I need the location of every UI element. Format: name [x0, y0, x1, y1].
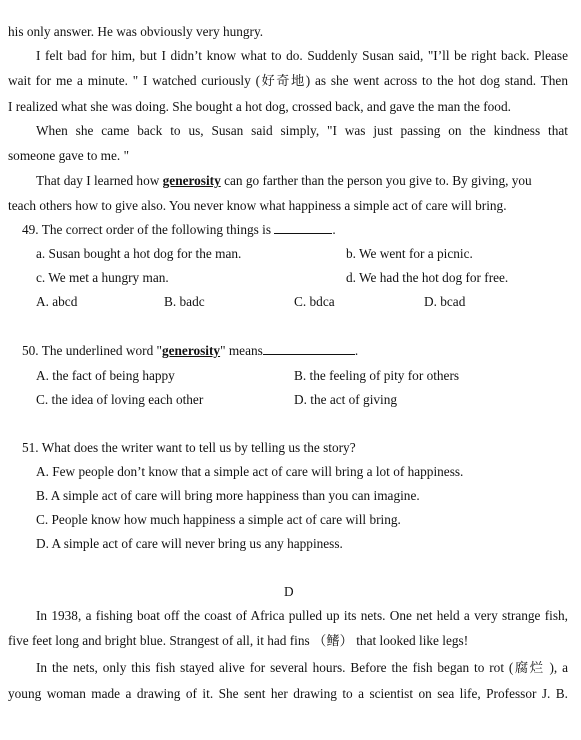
text-before: That day I learned how: [36, 173, 163, 188]
question-49-stem: [22, 222, 336, 238]
passage-line: his only answer. He was obviously very hungry.: [8, 24, 264, 39]
passage-line: teach others how to give also. You never know what happiness a simple act of care will bring.: [8, 198, 507, 213]
option-c: C. People know how much happiness a simple act of care will bring.: [36, 512, 401, 527]
option-b: B. the feeling of pity for others: [294, 368, 460, 383]
option-d: D. A simple act of care will never bring us any happiness.: [36, 536, 343, 551]
question-text-after: " means: [220, 343, 263, 358]
underlined-word: generosity: [161, 343, 221, 358]
answer-blank: [274, 222, 332, 234]
question-text: 49. The correct order of the following things is: [22, 222, 275, 237]
event-item-b: b. We went for a picnic.: [346, 246, 473, 261]
answer-blank: [263, 343, 355, 355]
option-b: B. badc: [164, 294, 205, 309]
passage-line: When she came back to us, Susan said simply, "I was just passing on the kindness that: [36, 123, 568, 138]
event-item-c: c. We met a hungry man.: [36, 270, 169, 285]
option-d: D. bcad: [424, 294, 466, 309]
option-a: A. Few people don’t know that a simple act of care will bring a lot of happiness.: [36, 464, 464, 479]
passage-line: I felt bad for him, but I didn’t know what to do. Suddenly Susan said, "I’ll be right back. Please: [36, 48, 568, 63]
passage-line: young woman made a drawing of it. She sent her drawing to a scientist on sea life, Professor J. B.: [8, 686, 568, 701]
passage-line: someone gave to me. ": [8, 148, 130, 163]
passage-line-generosity: [36, 173, 568, 189]
option-c: C. bdca: [294, 294, 335, 309]
question-end: .: [332, 222, 336, 237]
option-b: B. A simple act of care will bring more happiness than you can imagine.: [36, 488, 420, 503]
passage-line: I realized what she was doing. She bought a hot dog, crossed back, and gave the man the food.: [8, 99, 511, 114]
passage-line: five feet long and bright blue. Strangest of all, it had fins （鳍） that looked like legs!: [8, 633, 469, 648]
event-item-a: a. Susan bought a hot dog for the man.: [36, 246, 242, 261]
passage-line: In the nets, only this fish stayed alive for several hours. Before the fish began to rot (腐烂 ), a: [36, 660, 568, 675]
option-c: C. the idea of loving each other: [36, 392, 204, 407]
underlined-word: generosity: [162, 173, 221, 188]
passage-line: wait for me a minute. " I watched curiously (好奇地) as she went across to the hot dog stand. Then: [8, 73, 568, 88]
option-a: A. the fact of being happy: [36, 368, 175, 383]
option-a: A. abcd: [36, 294, 78, 309]
passage-line: In 1938, a fishing boat off the coast of Africa pulled up its nets. One net held a very strange fish,: [36, 608, 568, 623]
question-end: .: [354, 343, 359, 358]
option-d: D. the act of giving: [294, 392, 398, 407]
question-50-stem: [22, 343, 358, 359]
event-item-d: d. We had the hot dog for free.: [346, 270, 509, 285]
text-after: can go farther than the person you give to. By giving, you: [220, 173, 532, 188]
section-heading: D: [284, 584, 294, 599]
question-text: 50. The underlined word ": [22, 343, 162, 358]
question-51-stem: 51. What does the writer want to tell us by telling us the story?: [22, 440, 356, 455]
